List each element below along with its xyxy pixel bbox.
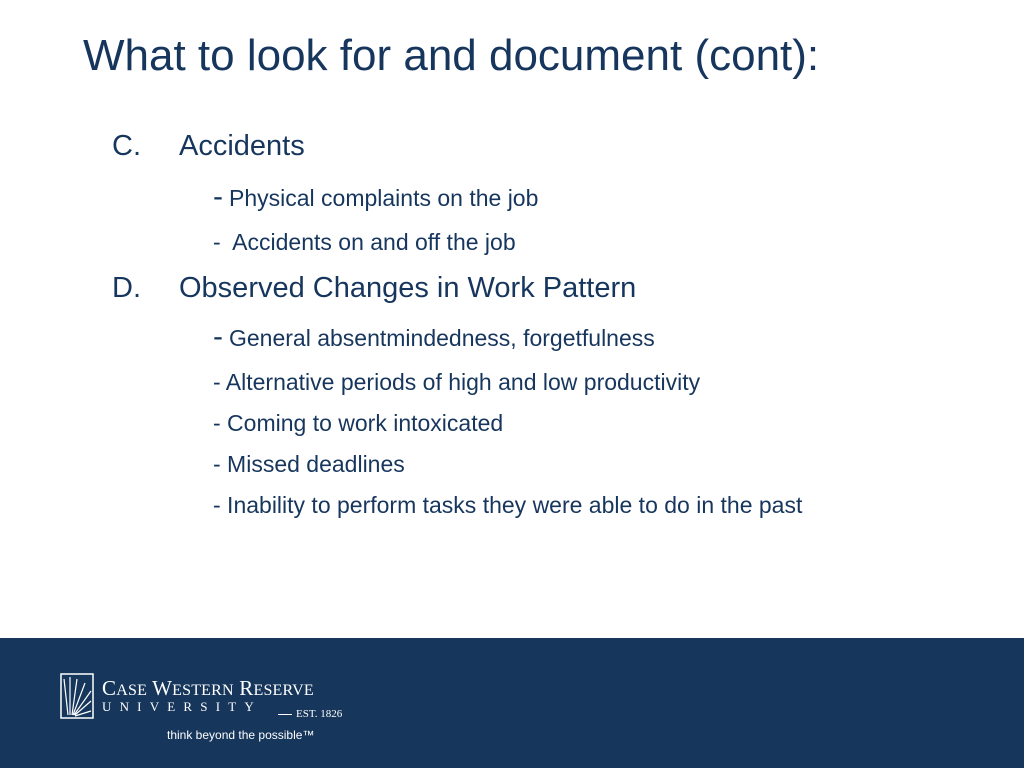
logo-established: EST. 1826	[296, 708, 343, 720]
bullet-dash: -	[213, 229, 233, 255]
logo-name: CASE WESTERN RESERVE	[102, 676, 314, 700]
list-item: - Missed deadlines	[213, 451, 405, 477]
list-item-text: Accidents on and off the job	[232, 229, 516, 255]
section-marker: D.	[112, 272, 141, 304]
university-logo	[60, 673, 360, 753]
list-item: - Alternative periods of high and low productivity	[213, 369, 701, 395]
section-heading-text: Observed Changes in Work Pattern	[179, 272, 637, 304]
logo-university: UNIVERSITY	[102, 699, 262, 714]
section-heading-text: Accidents	[179, 130, 305, 162]
section-marker: C.	[112, 130, 141, 162]
list-item	[213, 228, 516, 256]
bullet-dash: -	[213, 180, 223, 213]
cwru-logo-mark-icon	[60, 673, 94, 719]
slide-title: What to look for and document (cont):	[83, 31, 820, 80]
section-heading-d	[112, 271, 636, 305]
list-item-text: General absentmindedness, forgetfulness	[229, 325, 655, 351]
bullet-dash: -	[213, 320, 223, 353]
section-heading-c	[112, 129, 305, 163]
list-item: - Coming to work intoxicated	[213, 410, 504, 436]
list-item	[213, 320, 655, 353]
list-item	[213, 180, 539, 213]
footer-band	[0, 638, 1024, 768]
list-item: - Inability to perform tasks they were able to do in the past	[213, 492, 803, 518]
logo-tagline: think beyond the possible™	[167, 728, 315, 742]
list-item-text: Physical complaints on the job	[229, 185, 539, 211]
logo-divider	[278, 714, 292, 715]
